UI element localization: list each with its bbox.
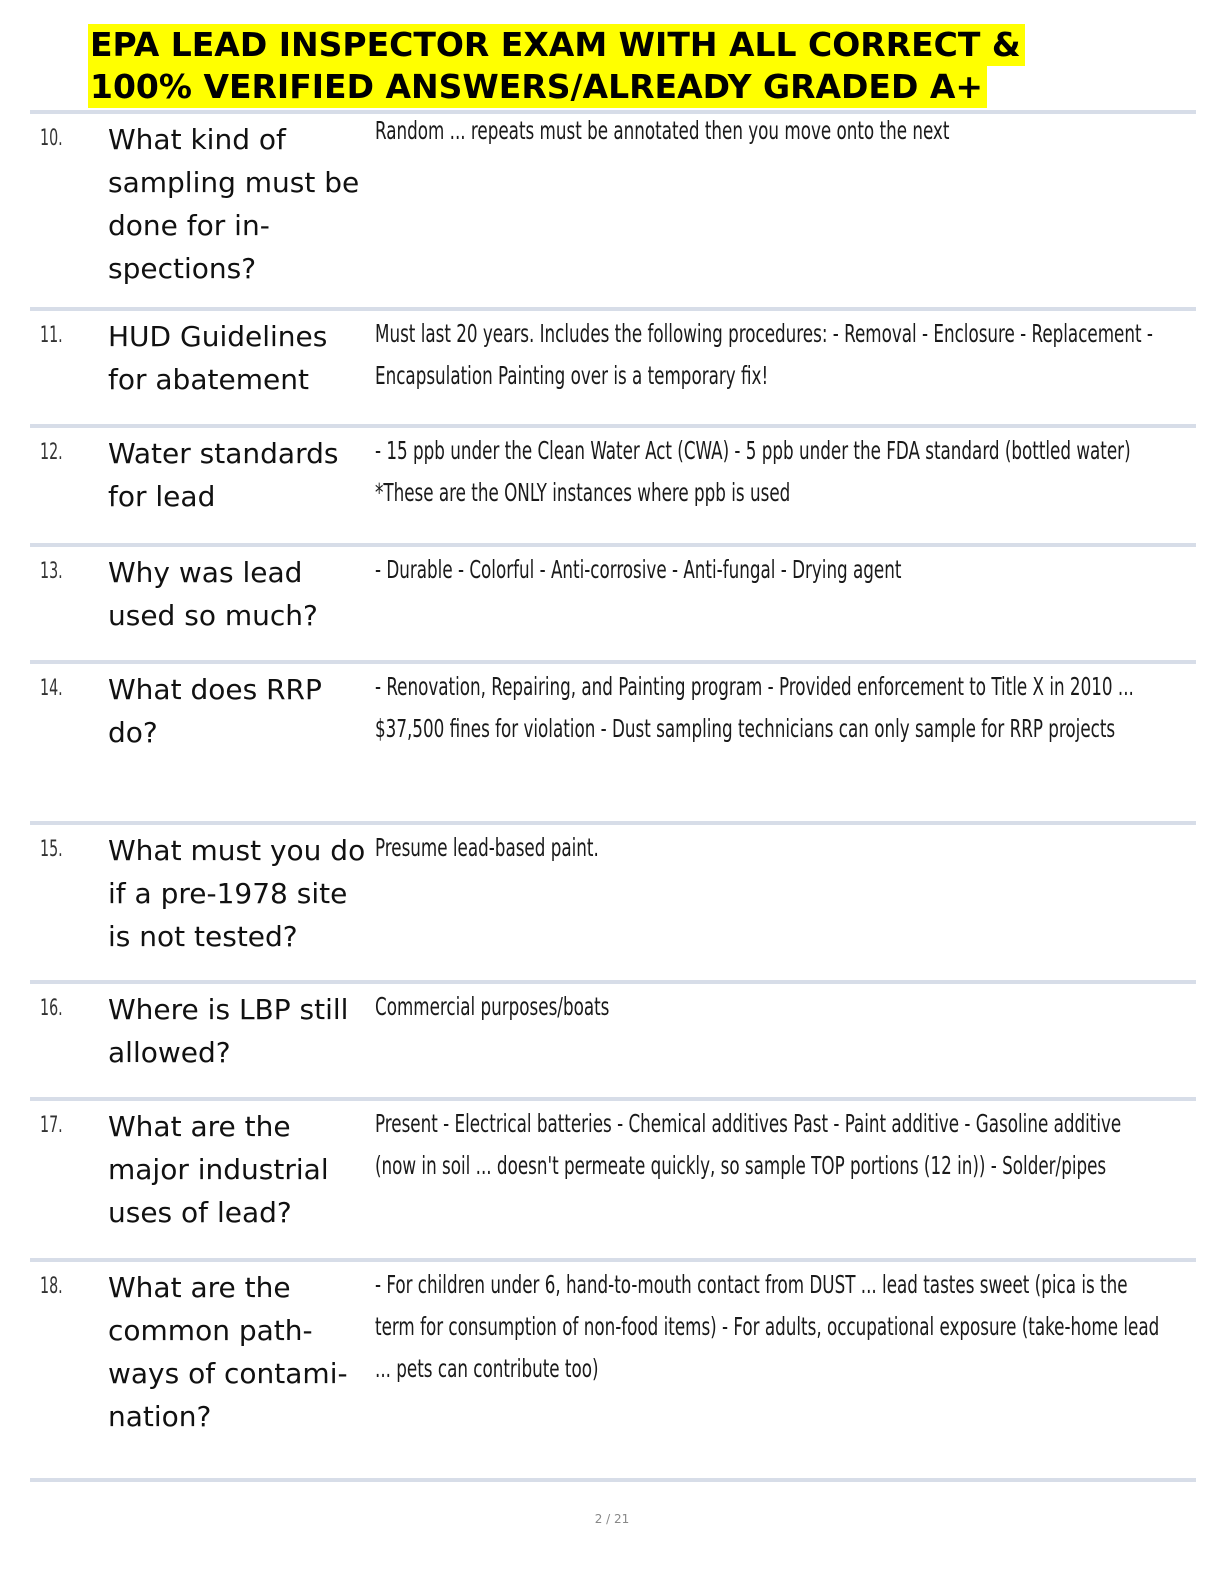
question: What are the major industrial uses of lead? xyxy=(108,1110,329,1229)
question: What kind of sampling must be done for in-spections? xyxy=(108,123,360,285)
answer: Presume lead-based paint. xyxy=(375,833,599,862)
item-number: 14. xyxy=(40,676,63,701)
question: HUD Guidelines for abatement xyxy=(108,320,328,396)
qa-item xyxy=(30,307,1196,424)
item-number: 16. xyxy=(40,996,63,1021)
answer: - 15 ppb under the Clean Water Act (CWA) - 5 ppb under the FDA standard (bottled water) *These are the ONLY instances where ppb is used xyxy=(375,436,1131,507)
page-number: 2 / 21 xyxy=(594,1512,630,1526)
title-line-1: EPA LEAD INSPECTOR EXAM WITH ALL CORRECT & xyxy=(88,24,1025,66)
item-number: 17. xyxy=(40,1113,63,1138)
qa-item xyxy=(30,821,1196,980)
answer: - Renovation, Repairing, and Painting program - Provided enforcement to Title X in 2010 ... $37,500 fines for violation - Dust sampling technicians can only sample for RRP projects xyxy=(375,672,1134,743)
question: Where is LBP still allowed? xyxy=(108,993,349,1069)
item-number: 10. xyxy=(40,126,63,151)
answer: - For children under 6, hand-to-mouth contact from DUST ... lead tastes sweet (pica is the term for consumption of non-food items) - For adults, occupational exposure (take-home lead ... pets can contribute too) xyxy=(375,1270,1160,1383)
answer: Must last 20 years. Includes the following procedures: - Removal - Enclosure - Replacement - Encapsulation Painting over is a temporary fix! xyxy=(375,319,1153,390)
item-number: 18. xyxy=(40,1274,63,1299)
qa-item xyxy=(30,1258,1196,1482)
question: Water standards for lead xyxy=(108,437,339,513)
qa-item xyxy=(30,424,1196,543)
item-number: 15. xyxy=(40,837,63,862)
qa-item xyxy=(30,543,1196,660)
item-number: 12. xyxy=(40,440,63,465)
answer: Random ... repeats must be annotated then you move onto the next xyxy=(375,116,950,145)
question: What does RRP do? xyxy=(108,673,322,749)
answer: Commercial purposes/boats xyxy=(375,992,610,1021)
qa-list xyxy=(30,110,1196,1482)
answer: Present - Electrical batteries - Chemical additives Past - Paint additive - Gasoline additive (now in soil ... doesn't permeate quickly, so sample TOP portions (12 in)) - Solder/pipes xyxy=(375,1109,1122,1180)
item-number: 11. xyxy=(40,323,63,348)
question: What must you do if a pre-1978 site is not tested? xyxy=(108,834,366,953)
qa-item xyxy=(30,660,1196,821)
title-line-2: 100% VERIFIED ANSWERS/ALREADY GRADED A+ xyxy=(88,66,987,108)
answer: - Durable - Colorful - Anti-corrosive - Anti-fungal - Drying agent xyxy=(375,555,902,584)
qa-item xyxy=(30,110,1196,307)
document-title xyxy=(88,24,1056,108)
qa-item xyxy=(30,980,1196,1097)
qa-item xyxy=(30,1097,1196,1258)
question: Why was lead used so much? xyxy=(108,556,318,632)
question: What are the common path-ways of contami-nation? xyxy=(108,1271,348,1433)
item-number: 13. xyxy=(40,559,63,584)
